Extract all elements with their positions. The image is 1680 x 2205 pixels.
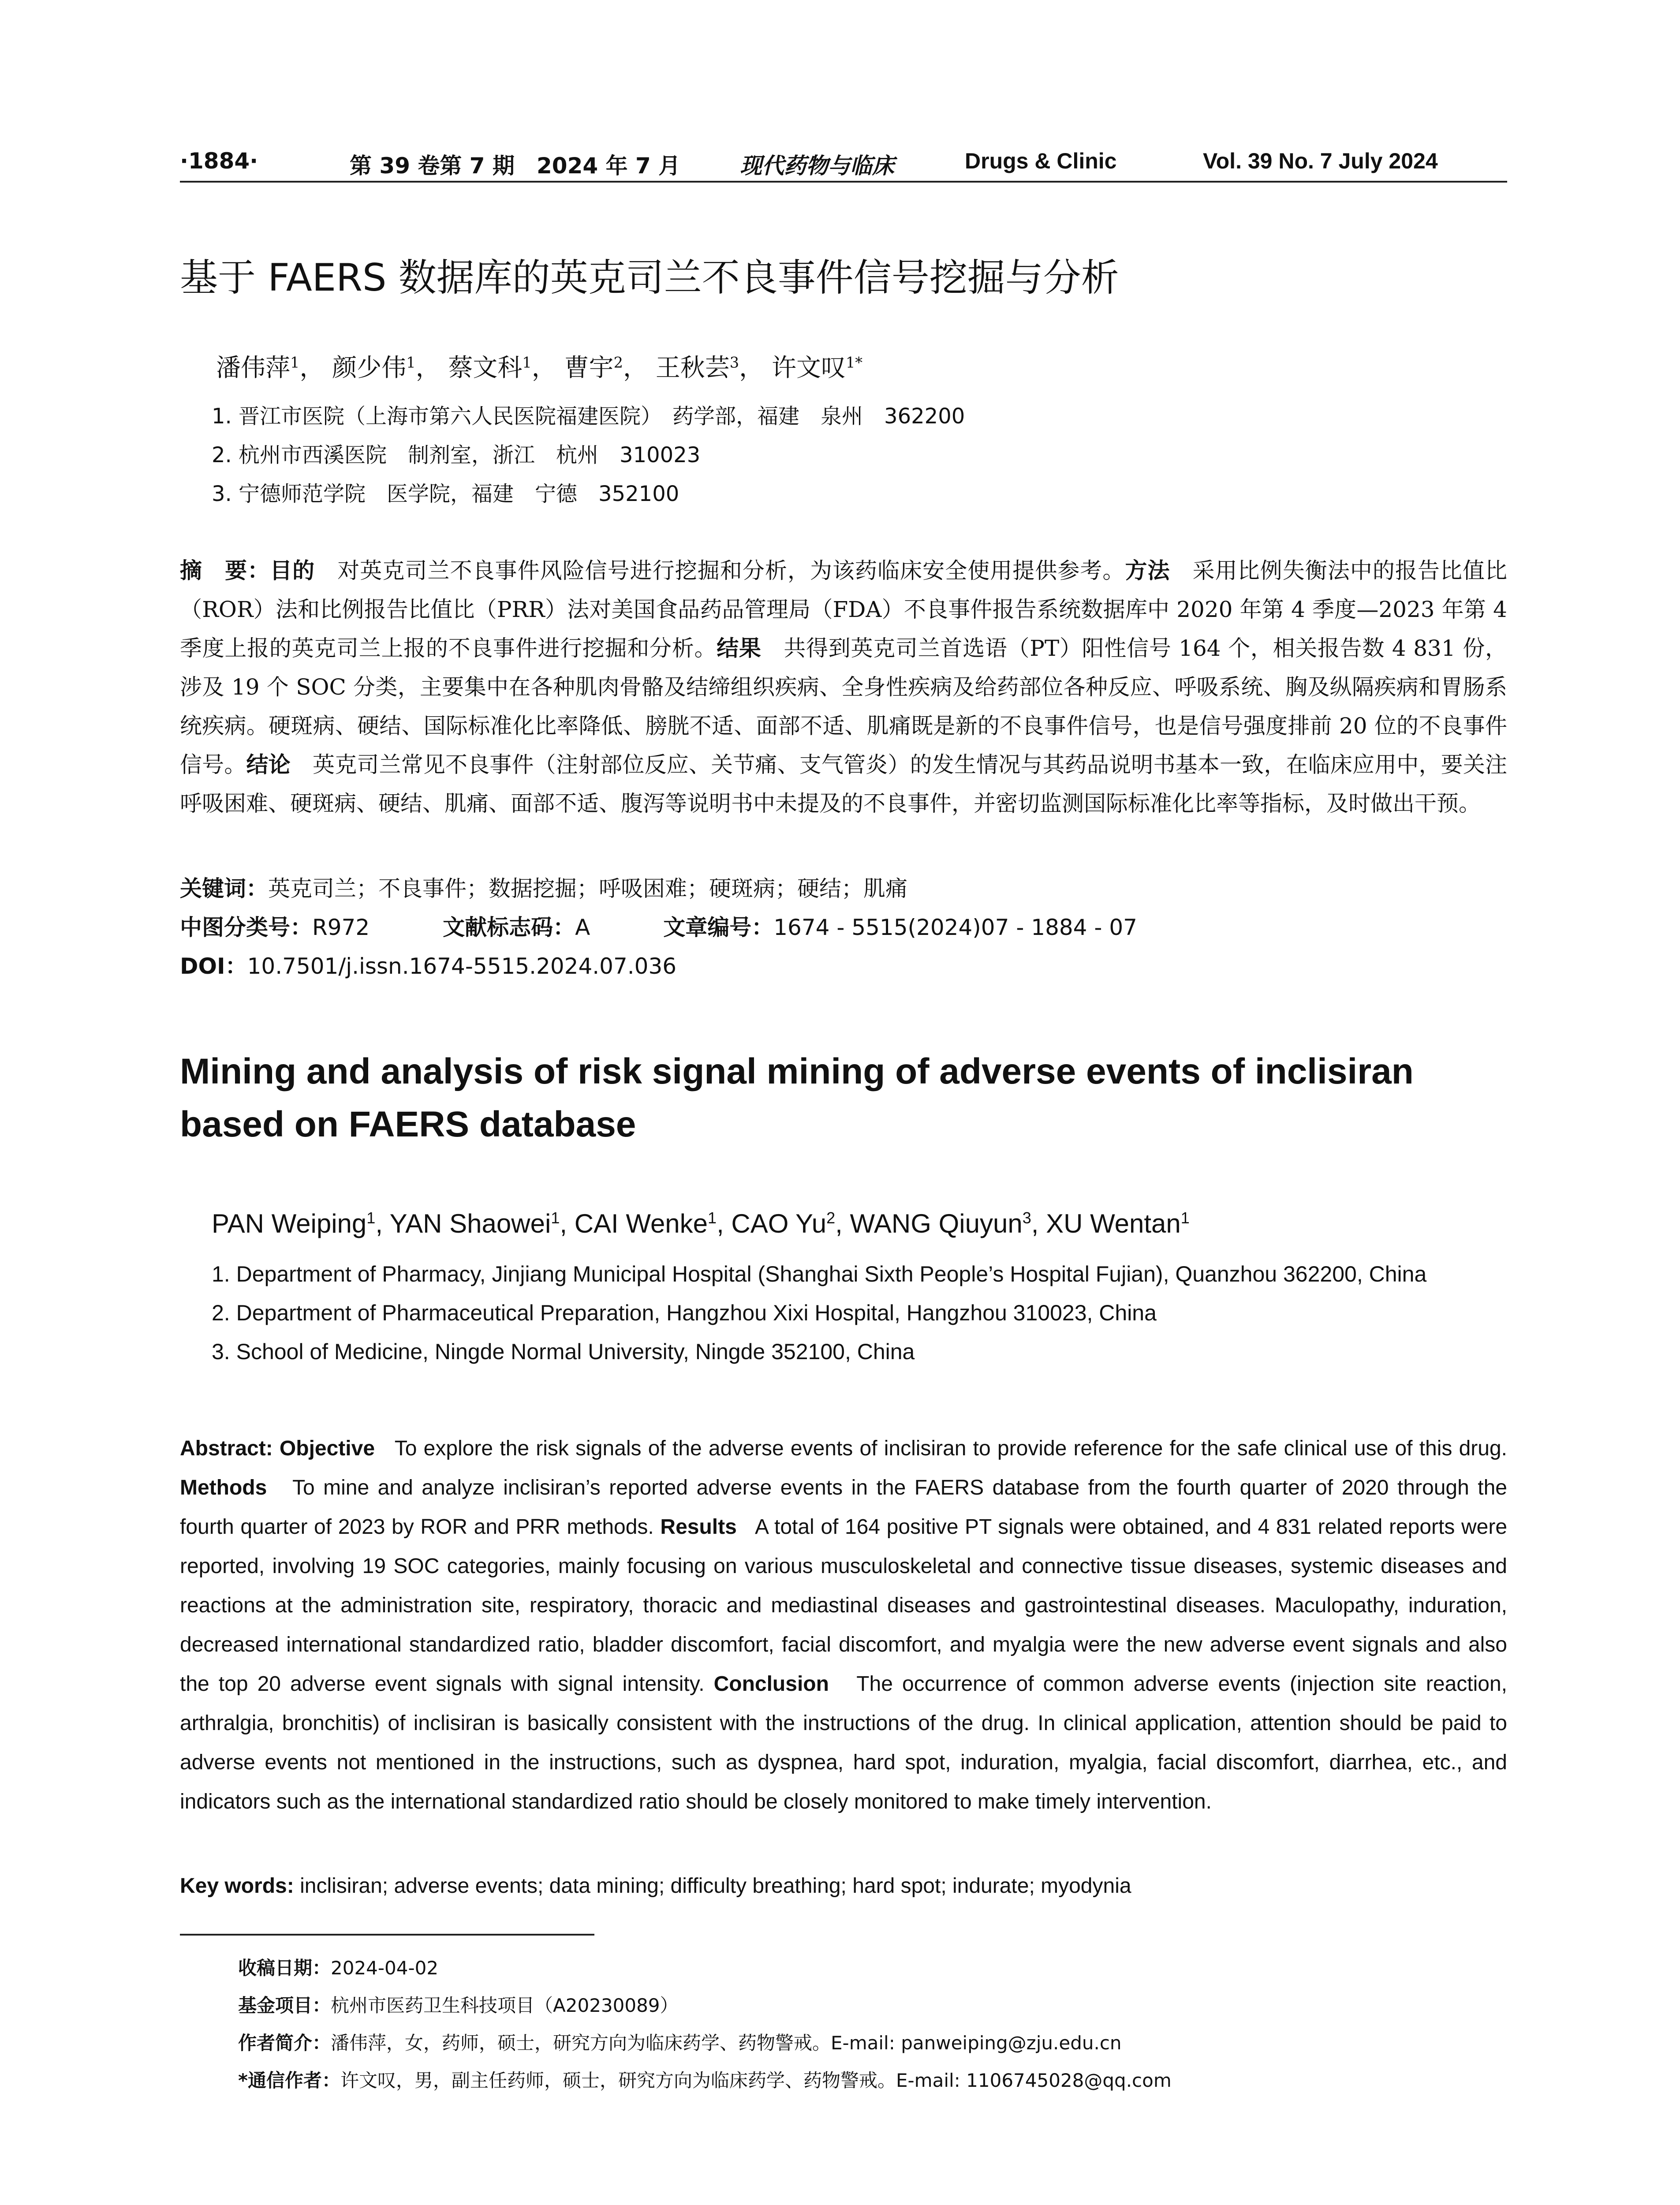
author-affiliation-mark: 1 xyxy=(522,354,532,371)
article-no-value: 1674 - 5515(2024)07 - 1884 - 07 xyxy=(773,915,1137,940)
results-label: 结果 xyxy=(717,635,762,661)
author-affiliation-mark: 1 xyxy=(290,354,300,371)
methods-text: 采用比例失衡法中的报告比值比（ROR）法和比例报告比值比（PRR）法对美国食品药品管理局（FDA）不良事件报告系统数据库中 2020 年第 4 季度—2023 年第 4 季度上报的英克司兰上报的不良事件进行挖掘和分析。 xyxy=(180,558,1508,661)
author-affiliation-mark: 1 xyxy=(708,1209,717,1227)
footnote-text: 杭州市医药卫生科技项目（A20230089） xyxy=(331,1995,679,2016)
author-name: 潘伟萍 xyxy=(216,354,290,382)
issue-zh: 第 39 卷第 7 期 2024 年 7 月 xyxy=(350,153,681,179)
author-name: 蔡文科 xyxy=(448,354,523,382)
keywords-zh xyxy=(180,871,907,903)
results-text: A total of 164 positive PT signals were obtained, and 4 831 related reports were reported, involving 19 SOC categories, mainly focusing on various musculoskeletal and connective tissue diseases, systemic diseases and reactions at the administration site, respiratory, thoracic and mediastinal diseases and gastrointestinal diseases. Maculopathy, induration, decreased international standardized ratio, bladder discomfort, facial discomfort, and myalgia were the new adverse event signals and also the top 20 adverse event signals with signal intensity. xyxy=(180,1515,1508,1696)
article-no-label: 文章编号： xyxy=(663,915,774,940)
page-number: ·1884· xyxy=(180,148,258,174)
footnote-label: 作者简介： xyxy=(238,2032,331,2054)
affiliation-zh-2: 2. 杭州市西溪医院 制剂室，浙江 杭州 310023 xyxy=(212,443,701,467)
author-name: 颜少伟 xyxy=(332,354,407,382)
conclusion-label: 结论 xyxy=(246,752,291,777)
results-label: Results xyxy=(660,1515,737,1539)
conclusion-label: Conclusion xyxy=(713,1672,829,1696)
author-name: PAN Weiping xyxy=(212,1209,367,1238)
conclusion-text: The occurrence of common adverse events (injection site reaction, arthralgia, bronchitis) of inclisiran is basically consistent with the instructions of the drug. In clinical application, attention should be paid to adverse events not mentioned in the instructions, such as dyspnea, hard spot, induration, myalgia, facial discomfort, diarrhea, etc., and indicators such as the international standardized ratio should be closely monitored to make timely intervention. xyxy=(180,1672,1508,1813)
author-affiliation-mark: 2 xyxy=(613,354,623,371)
author-affiliation-mark: 3 xyxy=(729,354,739,371)
objective-text: To explore the risk signals of the adverse events of inclisiran to provide reference for the safe clinical use of this drug. xyxy=(394,1437,1508,1460)
footnote-text: 2024-04-02 xyxy=(331,1957,439,1979)
author-affiliation-mark: 2 xyxy=(826,1209,836,1227)
journal-name-en: Drugs & Clinic xyxy=(965,149,1117,173)
author-name: 王秋芸 xyxy=(655,354,730,382)
methods-text: To mine and analyze inclisiran’s reported adverse events in the FAERS database from the fourth quarter of 2020 through the fourth quarter of 2023 by ROR and PRR methods. xyxy=(180,1476,1507,1539)
author-list-en: PAN Weiping$^1$, YAN Shaowei$^1$, CAI Wenke$^1$, CAO Yu$^2$, WANG Qiuyun$^3$, XU Wentan$^1$ xyxy=(212,1209,1190,1238)
doi-line xyxy=(180,949,676,980)
objective-label: Objective xyxy=(279,1437,375,1460)
doi-label: DOI： xyxy=(180,953,247,979)
abstract-zh xyxy=(180,551,1507,823)
author-name: WANG Qiuyun xyxy=(850,1209,1023,1238)
clc-label: 中图分类号： xyxy=(180,915,312,940)
footnote-divider xyxy=(180,1934,594,1936)
journal-name-zh: 现代药物与临床 xyxy=(740,153,894,179)
author-affiliation-mark: 1 xyxy=(1180,1209,1190,1227)
footnote-corresponding xyxy=(238,2066,1172,2093)
conclusion-text: 英克司兰常见不良事件（注射部位反应、关节痛、支气管炎）的发生情况与其药品说明书基本一致，在临床应用中，要关注呼吸困难、硬斑病、硬结、肌痛、面部不适、腹泻等说明书中未提及的不良事件，并密切监测国际标准化比率等指标，及时做出干预。 xyxy=(180,752,1508,816)
classification-line xyxy=(180,910,1137,942)
clc-value: R972 xyxy=(312,915,370,940)
methods-label: Methods xyxy=(180,1476,267,1499)
affiliation-en-3: 3. School of Medicine, Ningde Normal University, Ningde 352100, China xyxy=(212,1339,915,1364)
doi-link[interactable]: 10.7501/j.issn.1674-5515.2024.07.036 xyxy=(247,953,677,979)
keywords-text: inclisiran; adverse events; data mining; difficulty breathing; hard spot; indurate; myodynia xyxy=(300,1874,1131,1898)
footnote-funding xyxy=(238,1991,679,2018)
objective-label: 目的 xyxy=(270,558,315,583)
author-affiliation-mark: 3 xyxy=(1022,1209,1031,1227)
author-affiliation-mark: 1* xyxy=(845,354,863,371)
footnote-label: 基金项目： xyxy=(238,1995,331,2016)
author-affiliation-mark: 1 xyxy=(551,1209,560,1227)
abstract-label: Abstract: xyxy=(180,1437,273,1460)
doc-code-label: 文献标志码： xyxy=(443,915,575,940)
methods-label: 方法 xyxy=(1125,558,1170,583)
author-name: CAO Yu xyxy=(731,1209,827,1238)
author-name: YAN Shaowei xyxy=(389,1209,551,1238)
affiliation-zh-3: 3. 宁德师范学院 医学院，福建 宁德 352100 xyxy=(212,482,679,506)
affiliation-en-2: 2. Department of Pharmaceutical Preparation, Hangzhou Xixi Hospital, Hangzhou 310023, China xyxy=(212,1301,1157,1325)
footnote-label: 收稿日期： xyxy=(238,1957,331,1979)
keywords-label: Key words: xyxy=(180,1874,294,1898)
author-list-zh: 潘伟萍$^1$， 颜少伟$^1$， 蔡文科$^1$， 曹宇$^2$， 王秋芸$^3$， 许文叹$^{1*}$ xyxy=(216,354,863,382)
footnote-label: *通信作者： xyxy=(238,2070,340,2091)
author-affiliation-mark: 1 xyxy=(366,1209,376,1227)
abstract-label: 摘 要： xyxy=(180,558,270,583)
abstract-en xyxy=(180,1429,1507,1821)
article-title-zh: 基于 FAERS 数据库的英克司兰不良事件信号挖掘与分析 xyxy=(180,256,1119,300)
keywords-label: 关键词： xyxy=(180,876,268,901)
affiliation-en-1: 1. Department of Pharmacy, Jinjiang Municipal Hospital (Shanghai Sixth People’s Hospital Fujian), Quanzhou 362200, China xyxy=(212,1262,1427,1286)
objective-text: 对英克司兰不良事件风险信号进行挖掘和分析，为该药临床安全使用提供参考。 xyxy=(337,558,1125,583)
author-name: 曹宇 xyxy=(564,354,614,382)
issue-en: Vol. 39 No. 7 July 2024 xyxy=(1203,149,1438,173)
article-title-en: Mining and analysis of risk signal mining of adverse events of inclisiran based on FAERS database xyxy=(180,1051,1414,1144)
results-text: 共得到英克司兰首选语（PT）阳性信号 164 个，相关报告数 4 831 份，涉及 19 个 SOC 分类，主要集中在各种肌肉骨骼及结缔组织疾病、全身性疾病及给药部位各种反应、呼吸系统、胸及纵隔疾病和胃肠系统疾病。硬斑病、硬结、国际标准化比率降低、膀胱不适、面部不适、肌痛既是新的不良事件信号，也是信号强度排前 20 位的不良事件信号。 xyxy=(180,635,1508,777)
footnote-received xyxy=(238,1954,438,1980)
keywords-en xyxy=(180,1866,1131,1906)
keywords-text: 英克司兰；不良事件；数据挖掘；呼吸困难；硬斑病；硬结；肌痛 xyxy=(268,876,907,901)
affiliation-zh-1: 1. 晋江市医院（上海市第六人民医院福建医院） 药学部，福建 泉州 362200 xyxy=(212,404,965,429)
author-affiliation-mark: 1 xyxy=(406,354,416,371)
footnote-text: 许文叹，男，副主任药师，硕士，研究方向为临床药学、药物警戒。E-mail: 1106745028@qq.com xyxy=(340,2070,1172,2091)
doc-code-value: A xyxy=(575,915,590,940)
author-name: 许文叹 xyxy=(771,354,846,382)
footnote-author-bio xyxy=(238,2029,1122,2055)
author-name: CAI Wenke xyxy=(574,1209,708,1238)
author-name: XU Wentan xyxy=(1046,1209,1181,1238)
footnote-text: 潘伟萍，女，药师，硕士，研究方向为临床药学、药物警戒。E-mail: panweiping@zju.edu.cn xyxy=(331,2032,1122,2054)
running-header xyxy=(180,146,1507,183)
